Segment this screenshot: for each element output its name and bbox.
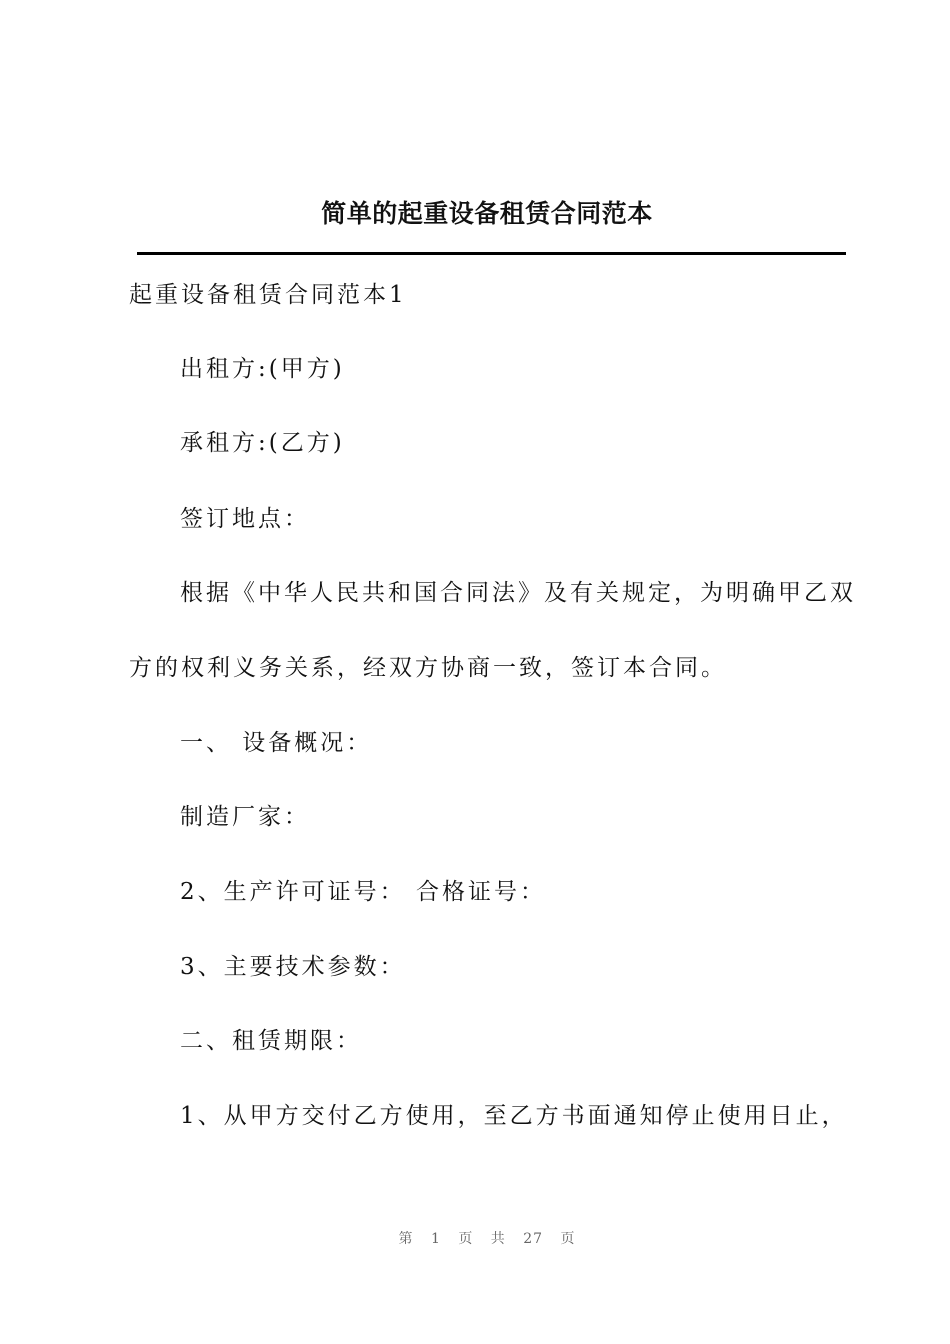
footer-total-pages: 27 bbox=[523, 1231, 544, 1247]
paragraph-line: 1、从甲方交付乙方使用，至乙方书面通知停止使用日止， bbox=[180, 1103, 848, 1129]
paragraph-line: 根据《中华人民共和国合同法》及有关规定，为明确甲乙双 bbox=[180, 580, 856, 606]
paragraph-line: 2、生产许可证号： 合格证号： bbox=[180, 879, 546, 905]
lessee-line: 承租方:(乙方) bbox=[180, 430, 345, 456]
signing-place-line: 签订地点： bbox=[180, 506, 310, 532]
page-footer bbox=[0, 1228, 950, 1248]
contract-heading: 起重设备租赁合同范本1 bbox=[129, 282, 407, 308]
footer-gong: 共 bbox=[490, 1231, 506, 1247]
footer-ye: 页 bbox=[458, 1231, 474, 1247]
paragraph-line: 制造厂家： bbox=[180, 804, 310, 830]
section-heading: 二、租赁期限： bbox=[180, 1028, 362, 1054]
paragraph-line: 方的权利义务关系，经双方协商一致，签订本合同。 bbox=[129, 655, 727, 681]
paragraph-line: 3、主要技术参数： bbox=[180, 954, 406, 980]
lessor-line: 出租方:(甲方) bbox=[180, 356, 345, 382]
footer-ye: 页 bbox=[560, 1231, 576, 1247]
title-divider bbox=[137, 252, 846, 255]
footer-di: 第 bbox=[398, 1231, 414, 1247]
document-title: 简单的起重设备租赁合同范本 bbox=[321, 199, 653, 228]
footer-page-number: 1 bbox=[430, 1231, 441, 1247]
section-heading: 一、 设备概况： bbox=[180, 730, 373, 756]
